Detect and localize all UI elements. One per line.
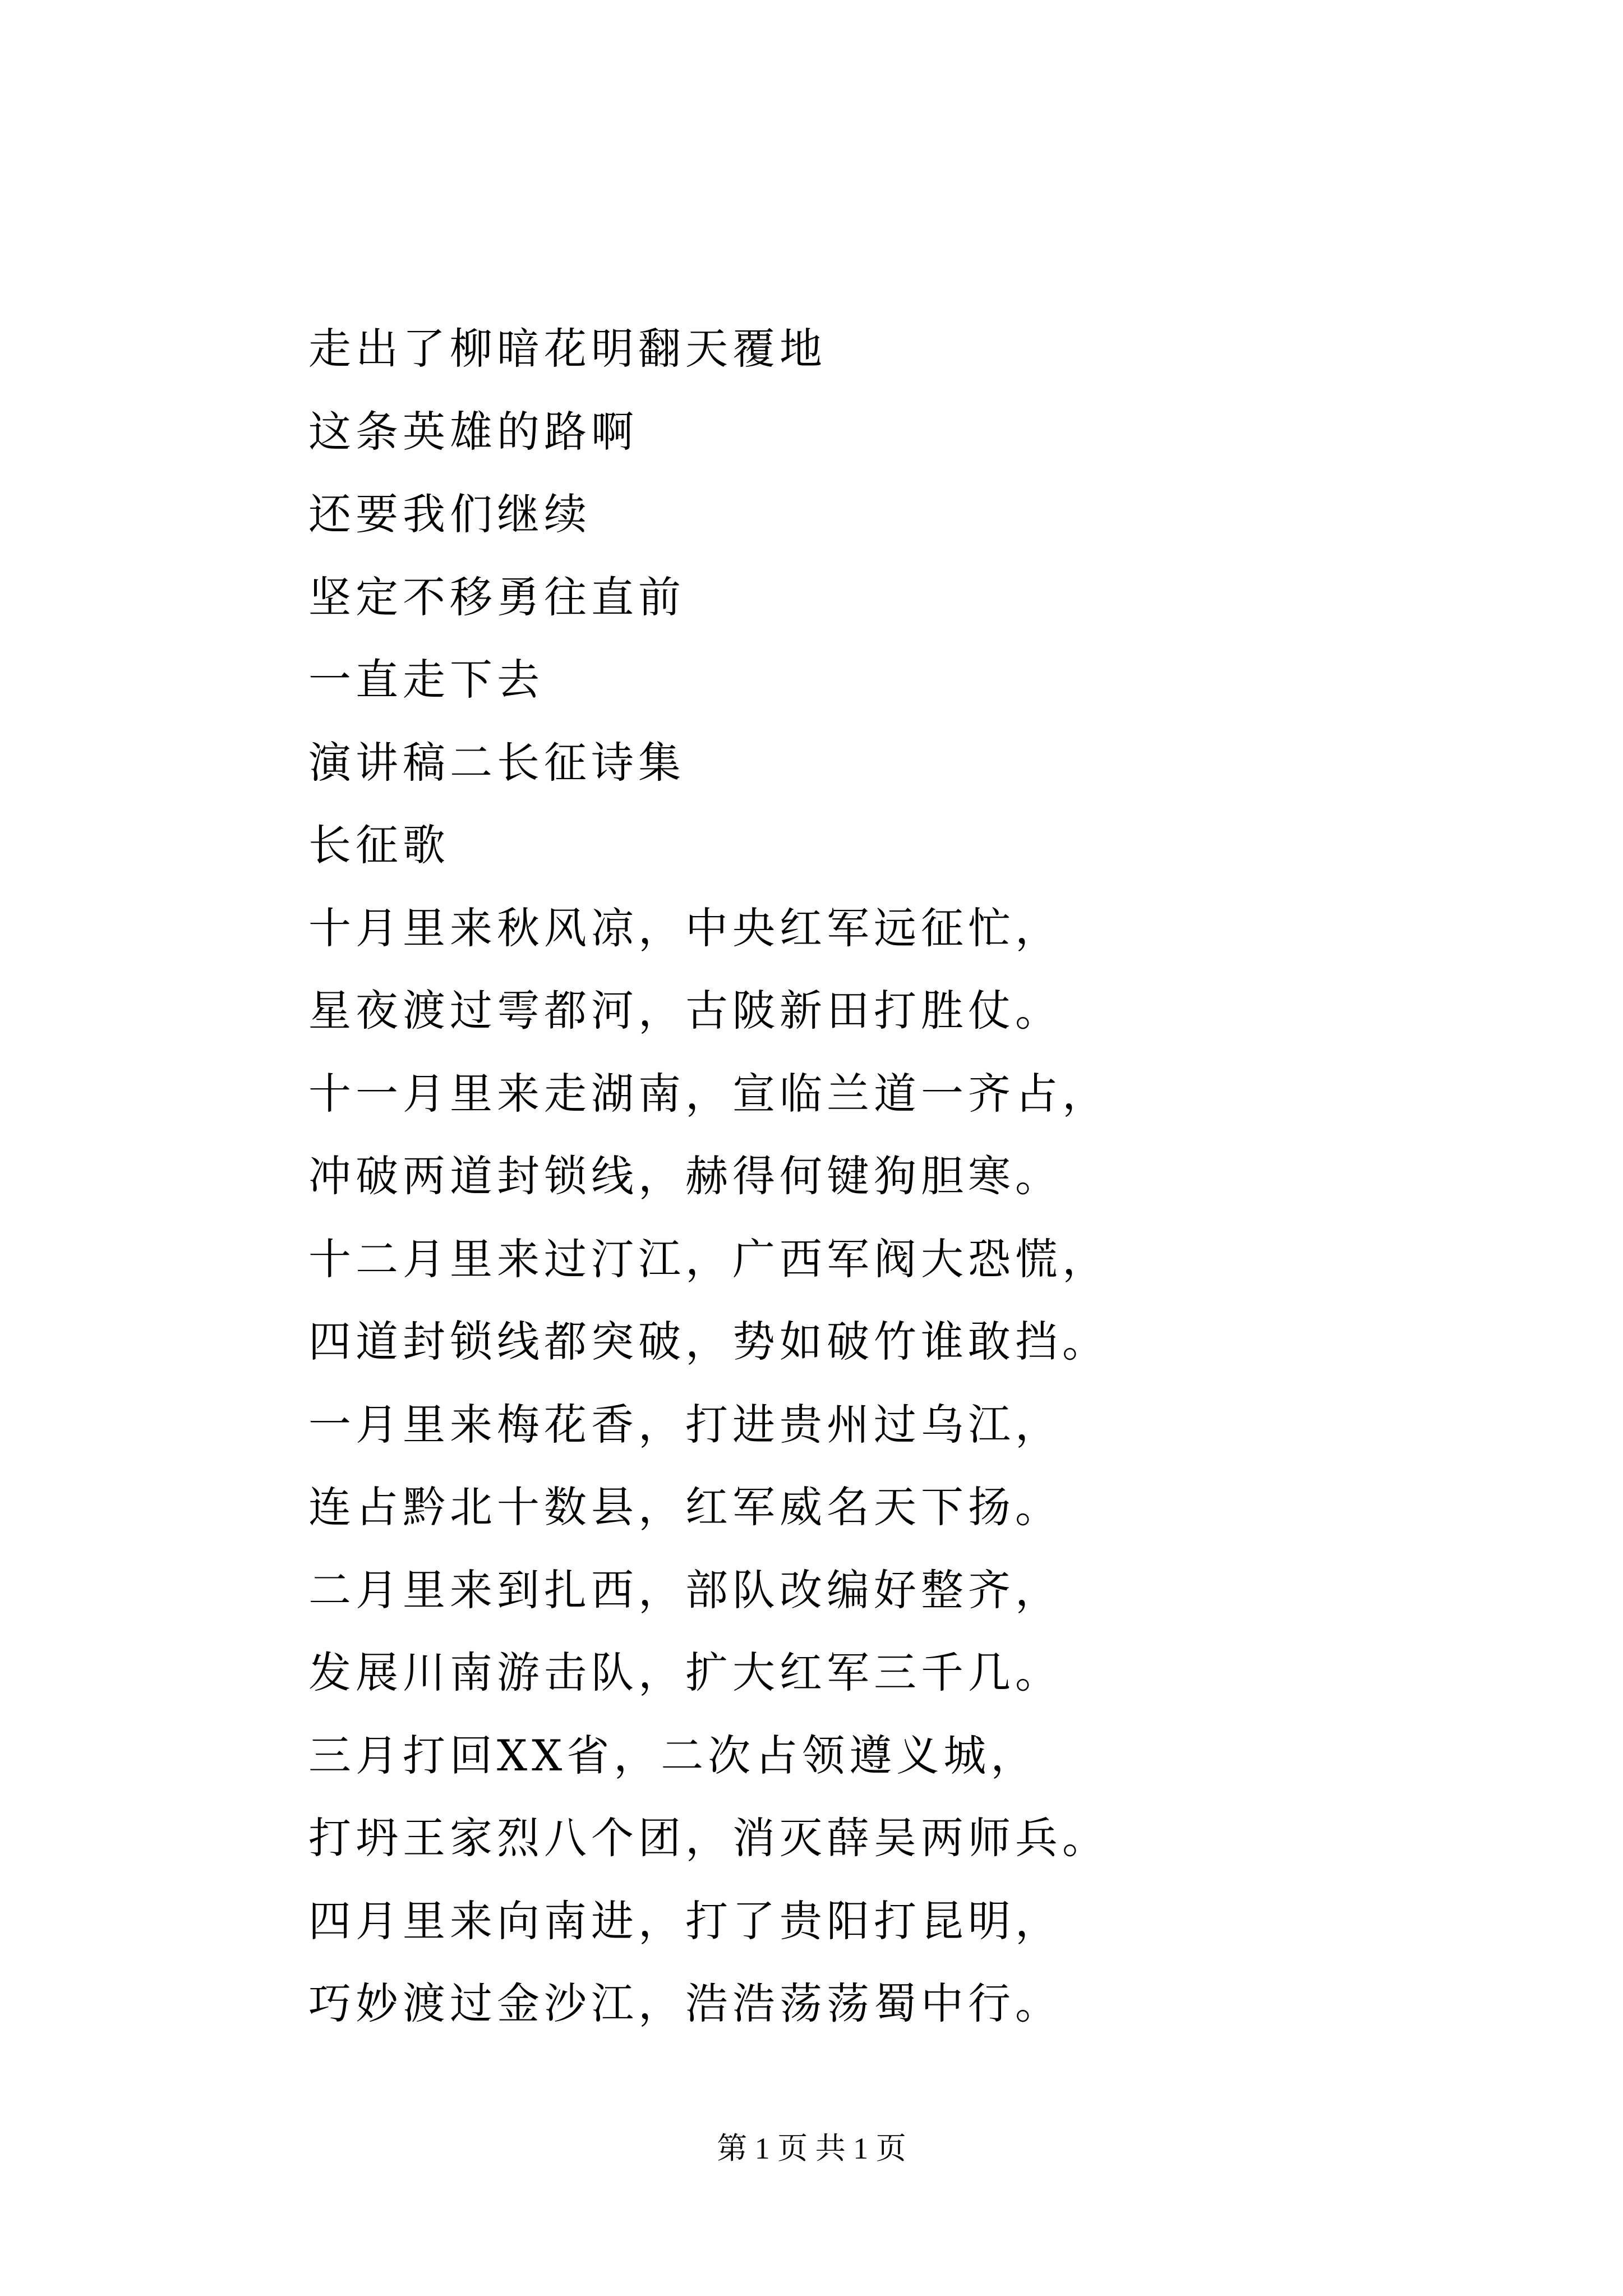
poem-line: 一直走下去 [308,655,544,705]
poem-line: 这条英雄的路啊 [308,406,638,457]
poem-line: 四月里来向南进，打了贵阳打昆明， [308,1895,1062,1946]
poem-line: 一月里来梅花香，打进贵州过乌江， [308,1399,1062,1450]
poem-line: 十一月里来走湖南，宣临兰道一齐占， [308,1068,1109,1119]
poem-line: 三月打回XX省，二次占领遵义城， [308,1730,1038,1780]
poem-line: 十月里来秋风凉，中央红军远征忙， [308,903,1062,953]
poem-line: 走出了柳暗花明翻天覆地 [308,324,827,374]
poem-line: 二月里来到扎西，部队改编好整齐， [308,1565,1062,1615]
poem-title: 长征歌 [308,820,450,870]
poem-line: 还要我们继续 [308,489,591,539]
poem-line: 四道封锁线都突破，势如破竹谁敢挡。 [308,1317,1109,1366]
page-footer [0,2126,1623,2171]
poem-line: 发展川南游击队，扩大红军三千几。 [308,1648,1062,1697]
poem-body [308,307,1430,2045]
poem-line: 连占黔北十数县，红军威名天下扬。 [308,1482,1062,1532]
poem-line: 坚定不移勇往直前 [308,572,685,622]
page-number: 第 1 页 共 1 页 [717,2132,906,2165]
poem-line: 冲破两道封锁线，赫得何键狗胆寒。 [308,1151,1062,1201]
section-title: 演讲稿二长征诗集 [308,737,685,788]
poem-line: 打坍王家烈八个团，消灭薛吴两师兵。 [308,1813,1109,1863]
poem-line: 十二月里来过汀江，广西军阀大恐慌， [308,1234,1109,1284]
poem-line: 巧妙渡过金沙江，浩浩荡荡蜀中行。 [308,1978,1062,2028]
poem-line: 星夜渡过雩都河，古陂新田打胜仗。 [308,986,1062,1036]
